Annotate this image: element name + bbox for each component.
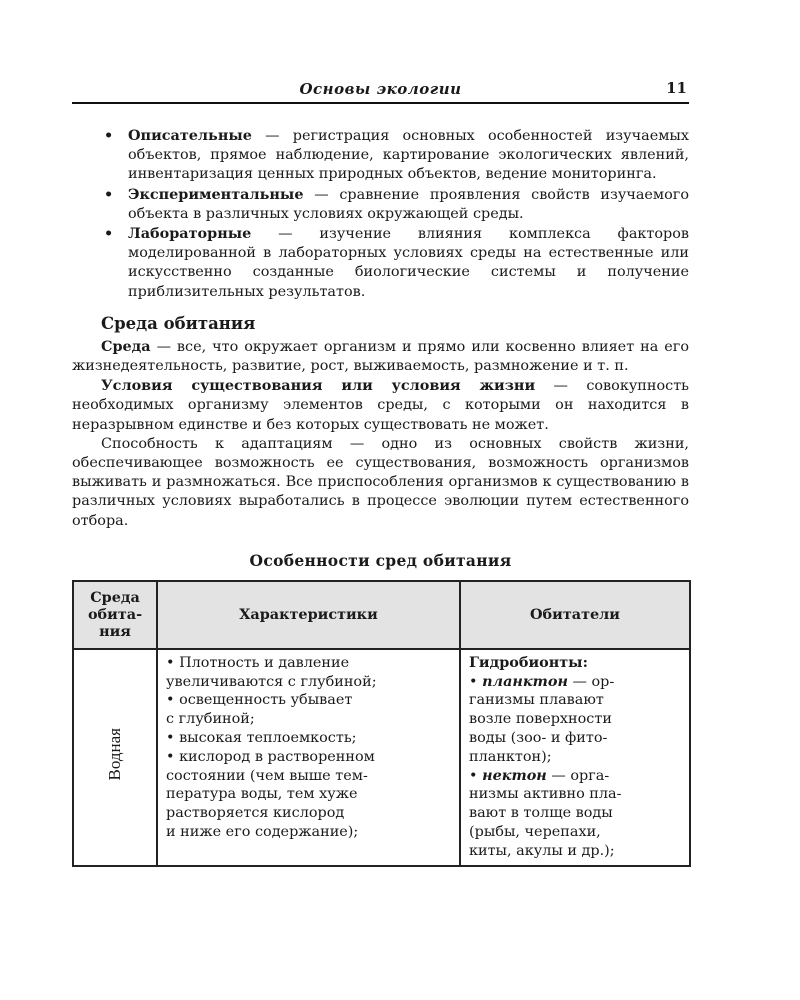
inhabitant-term: планктон <box>482 672 568 690</box>
table-row <box>73 649 690 866</box>
method-text: — изучение влияния комплекса факторов моделированной в лабораторных условиях среды на естественные или искусственно созданные биологические системы и получение приблизительных результатов. <box>128 226 689 300</box>
section-heading: Среда обитания <box>101 313 256 333</box>
paragraph-text: — все, что окружает организм и прямо или косвенно влияет на его жизнедеятельность, развитие, рост, выживаемость, размножение и т. п. <box>72 338 689 375</box>
paragraph-text: — совокупность необходимых организму элементов среды, с которыми он находится в неразрывном единстве и без которых существовать не может. <box>72 378 689 433</box>
bullet-icon: • <box>104 127 114 144</box>
environment-cell <box>73 649 157 866</box>
paragraph-environment <box>72 337 689 376</box>
methods-list <box>72 126 689 302</box>
paragraph-adaptation: Способность к адаптациям — одно из основных свойств жизни, обеспечивающее возможность ее существования, возможность организмов выживать и размножаться. Все приспособления организмов к существованию в различных условиях выработались в процессе эволюции путем естественного отбора. <box>72 435 689 529</box>
column-header-inhabitants: Обитатели <box>460 581 690 649</box>
page-header <box>72 76 689 104</box>
characteristics-cell: • Плотность и давление увеличиваются с глубиной; • освещенность убывает с глубиной; • высокая теплоемкость; • кислород в растворенном состоянии (чем выше тем- пература воды, тем хуже растворяется кислород и ниже его содержание); <box>157 649 460 866</box>
method-text: — сравнение проявления свойств изучаемого объекта в различных условиях окружающей среды. <box>128 186 689 222</box>
method-text: — регистрация основных особенностей изучаемых объектов, прямое наблюдение, картирование экологических явлений, инвентаризация ценных природных объектов, ведение мониторинга. <box>128 128 689 183</box>
bullet-icon: • <box>469 767 478 784</box>
inhabitants-cell: Гидробионты: • планктон — ор- ганизмы плавают возле поверхности воды (зоо- и фито- планктон); • нектон — орга- низмы активно пла- вают в толще воды (рыбы, черепахи, киты, акулы и др.); <box>460 649 690 866</box>
list-item <box>72 224 689 302</box>
environment-label: Водная <box>104 728 124 781</box>
list-item <box>72 126 689 185</box>
method-term: Описательные <box>128 127 252 144</box>
column-header-characteristics: Характеристики <box>157 581 460 649</box>
paragraph-conditions <box>72 376 689 435</box>
bullet-icon: • <box>104 185 114 203</box>
column-header-environment: Среда обита- ния <box>73 581 157 649</box>
table-title: Особенности сред обитания <box>249 550 512 570</box>
inhabitant-term: нектон <box>482 766 547 784</box>
page-number: 11 <box>666 79 687 97</box>
inhabitant-item: • планктон — ор- <box>469 672 615 690</box>
method-term: Лабораторные <box>128 225 252 243</box>
method-term: Экспериментальные <box>128 185 304 203</box>
book-page <box>72 76 689 867</box>
habitats-table <box>72 580 691 867</box>
table-header-row <box>73 581 690 649</box>
bullet-icon: • <box>469 673 478 690</box>
paragraph-term: Среда <box>101 337 151 355</box>
bullet-icon: • <box>104 225 114 243</box>
inhabitants-heading: Гидробионты: <box>469 653 588 671</box>
list-item <box>72 185 689 224</box>
running-title: Основы экологии <box>299 80 462 98</box>
paragraph-term: Условия существования или условия жизни <box>101 377 536 395</box>
inhabitant-item: • нектон — орга- <box>469 766 610 784</box>
